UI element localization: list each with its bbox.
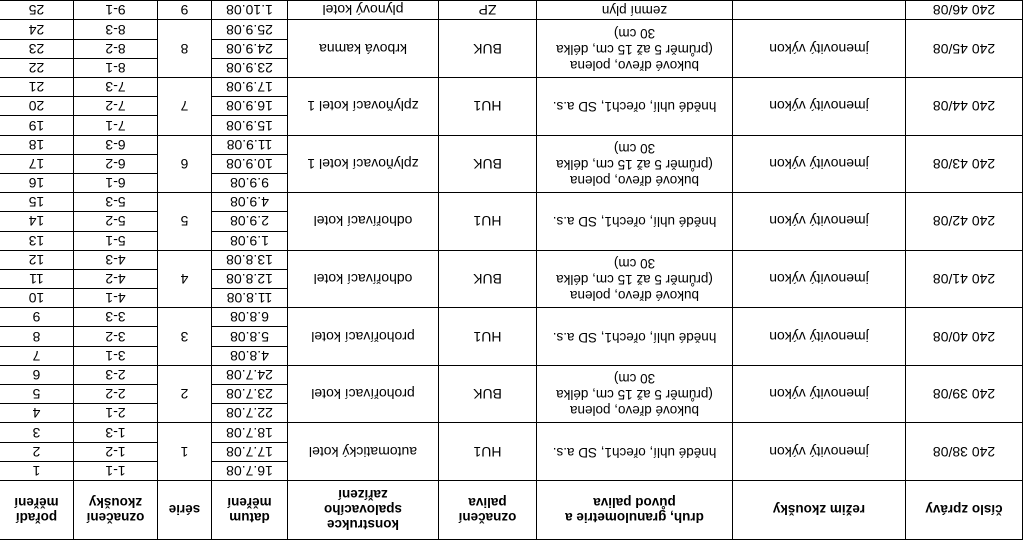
header-date: [212, 481, 288, 540]
header-order: [0, 481, 74, 540]
date-cell: 1.9.08: [212, 231, 288, 250]
date-cell: 10.9.08: [212, 154, 288, 173]
header-construction: [288, 481, 439, 540]
table-row: [0, 346, 1023, 365]
fuel-code-cell: HU1: [439, 193, 537, 251]
test-mode-cell: jmenovitý výkon: [733, 423, 906, 481]
fuel-description-line: (průměr 5 až 15 cm, délka: [556, 387, 713, 403]
date-cell: 13.8.08: [212, 250, 288, 269]
test-code-cell: 2-1: [74, 404, 158, 423]
date-cell: 24.7.08: [212, 365, 288, 384]
fuel-code-cell: HU1: [439, 308, 537, 366]
date-cell: 17.9.08: [212, 78, 288, 97]
fuel-description-line: bukové dřevo, polena: [569, 57, 700, 73]
order-cell: 17: [0, 154, 74, 173]
test-code-cell: 7-2: [74, 97, 158, 116]
test-mode-cell: jmenovitý výkon: [733, 20, 906, 78]
report-number-cell: 240 44/08: [906, 78, 1023, 136]
header-fuel-code: [439, 481, 537, 540]
header-order-line: pořadí: [15, 510, 58, 525]
order-cell: 14: [0, 212, 74, 231]
date-cell: 15.9.08: [212, 116, 288, 135]
fuel-description-cell: [537, 365, 733, 423]
fuel-description-line: 30 cm): [613, 256, 656, 272]
order-cell: 21: [0, 78, 74, 97]
header-test-code-line: zkoušky: [88, 495, 143, 510]
header-test-code-line: označení: [86, 510, 145, 525]
report-number-cell: 240 43/08: [906, 135, 1023, 193]
report-number-cell: 240 41/08: [906, 250, 1023, 308]
header-row: [0, 481, 1023, 540]
fuel-code-cell: HU1: [439, 78, 537, 136]
header-fuel: [537, 481, 733, 540]
construction-cell: odhořívací kotel: [288, 193, 439, 251]
series-cell: 2: [158, 365, 212, 423]
order-cell: 22: [0, 58, 74, 77]
header-construction-line: spalovacího: [323, 502, 403, 518]
date-cell: 6.8.08: [212, 308, 288, 327]
test-code-cell: 9-1: [74, 1, 158, 21]
test-code-cell: 1-3: [74, 423, 158, 442]
date-cell: 4.9.08: [212, 193, 288, 212]
header-date-line: měření: [227, 495, 272, 510]
fuel-description-line: hnědé uhlí, ořech1, SD a.s.: [552, 99, 717, 115]
order-cell: 5: [0, 385, 74, 404]
date-cell: 16.9.08: [212, 97, 288, 116]
date-cell: 25.9.08: [212, 20, 288, 39]
header-test-code: [74, 481, 158, 540]
series-cell: 9: [158, 1, 212, 21]
table-row: [0, 461, 1023, 480]
table-row: [0, 231, 1023, 250]
fuel-code-cell: BUK: [439, 20, 537, 78]
header-construction-line: konstrukce: [326, 517, 400, 533]
test-code-cell: 7-3: [74, 78, 158, 97]
table-row: [0, 58, 1023, 77]
order-cell: 2: [0, 442, 74, 461]
date-cell: 11.9.08: [212, 135, 288, 154]
test-code-cell: 8-1: [74, 58, 158, 77]
series-cell: 5: [158, 193, 212, 251]
fuel-code-cell: BUK: [439, 135, 537, 193]
date-cell: 4.8.08: [212, 346, 288, 365]
order-cell: 12: [0, 250, 74, 269]
header-fuel-code-line: označení: [458, 510, 517, 525]
construction-cell: prohořívací kotel: [288, 308, 439, 366]
fuel-description-cell: [537, 1, 733, 21]
fuel-description-line: hnědé uhlí, ořech1, SD a.s.: [552, 329, 717, 345]
construction-cell: zplyňovací kotel 1: [288, 78, 439, 136]
test-code-cell: 2-2: [74, 385, 158, 404]
order-cell: 13: [0, 231, 74, 250]
test-code-cell: 3-1: [74, 346, 158, 365]
fuel-description-cell: [537, 20, 733, 78]
fuel-description-line: 30 cm): [613, 371, 656, 387]
test-mode-cell: jmenovitý výkon: [733, 308, 906, 366]
test-code-cell: 8-2: [74, 39, 158, 58]
order-cell: 7: [0, 346, 74, 365]
fuel-code-cell: ZP: [439, 1, 537, 21]
report-number-cell: 240 42/08: [906, 193, 1023, 251]
header-report-no: číslo zprávy: [906, 481, 1023, 540]
construction-cell: automatický kotel: [288, 423, 439, 481]
test-mode-cell: jmenovitý výkon: [733, 135, 906, 193]
series-cell: 3: [158, 308, 212, 366]
table-row: [0, 174, 1023, 193]
fuel-code-cell: BUK: [439, 250, 537, 308]
test-mode-cell: jmenovitý výkon: [733, 193, 906, 251]
table-row: [0, 1, 1023, 21]
table-body: [0, 1, 1023, 481]
order-cell: 18: [0, 135, 74, 154]
order-cell: 24: [0, 20, 74, 39]
series-cell: 1: [158, 423, 212, 481]
test-mode-cell: jmenovitý výkon: [733, 78, 906, 136]
fuel-code-cell: BUK: [439, 365, 537, 423]
report-number-cell: 240 46/08: [906, 1, 1023, 21]
test-code-cell: 5-2: [74, 212, 158, 231]
order-cell: 19: [0, 116, 74, 135]
date-cell: 1.10.08: [212, 1, 288, 21]
construction-cell: prohořívací kotel: [288, 365, 439, 423]
fuel-description-line: (průměr 5 až 15 cm, délka: [556, 41, 713, 57]
header-fuel-line: původ paliva: [593, 495, 676, 510]
test-code-cell: 5-3: [74, 193, 158, 212]
order-cell: 16: [0, 174, 74, 193]
fuel-code-cell: HU1: [439, 423, 537, 481]
date-cell: 5.8.08: [212, 327, 288, 346]
fuel-description-cell: [537, 250, 733, 308]
order-cell: 8: [0, 327, 74, 346]
date-cell: 23.9.08: [212, 58, 288, 77]
test-code-cell: 6-2: [74, 154, 158, 173]
header-fuel-code-line: paliva: [468, 495, 507, 510]
fuel-description-line: 30 cm): [613, 140, 656, 156]
fuel-description-cell: [537, 135, 733, 193]
series-cell: 4: [158, 250, 212, 308]
test-mode-cell: [733, 1, 906, 21]
date-cell: 17.7.08: [212, 442, 288, 461]
order-cell: 4: [0, 404, 74, 423]
header-order-line: měření: [14, 495, 59, 510]
date-cell: 9.9.08: [212, 174, 288, 193]
header-test-mode: režim zkoušky: [733, 481, 906, 540]
order-cell: 11: [0, 269, 74, 288]
test-code-cell: 5-1: [74, 231, 158, 250]
test-code-cell: 1-2: [74, 442, 158, 461]
date-cell: 16.7.08: [212, 461, 288, 480]
date-cell: 22.7.08: [212, 404, 288, 423]
order-cell: 6: [0, 365, 74, 384]
date-cell: 12.8.08: [212, 269, 288, 288]
test-code-cell: 3-3: [74, 308, 158, 327]
test-code-cell: 2-3: [74, 365, 158, 384]
order-cell: 10: [0, 289, 74, 308]
test-code-cell: 6-1: [74, 174, 158, 193]
order-cell: 15: [0, 193, 74, 212]
test-code-cell: 4-3: [74, 250, 158, 269]
date-cell: 18.7.08: [212, 423, 288, 442]
test-code-cell: 1-1: [74, 461, 158, 480]
fuel-description-cell: [537, 78, 733, 136]
fuel-description-line: bukové dřevo, polena: [569, 288, 700, 304]
test-code-cell: 6-3: [74, 135, 158, 154]
test-code-cell: 7-1: [74, 116, 158, 135]
report-number-cell: 240 38/08: [906, 423, 1023, 481]
test-mode-cell: jmenovitý výkon: [733, 365, 906, 423]
construction-cell: plynový kotel: [288, 1, 439, 21]
fuel-description-cell: [537, 423, 733, 481]
fuel-description-line: bukové dřevo, polena: [569, 172, 700, 188]
fuel-description-line: (průměr 5 až 15 cm, délka: [556, 156, 713, 172]
series-cell: 7: [158, 78, 212, 136]
fuel-description-line: (průměr 5 až 15 cm, délka: [556, 272, 713, 288]
series-cell: 8: [158, 20, 212, 78]
header-construction-line: zařízení: [338, 487, 388, 503]
fuel-description-line: bukové dřevo, polena: [569, 403, 700, 419]
order-cell: 1: [0, 461, 74, 480]
test-code-cell: 3-2: [74, 327, 158, 346]
table-row: [0, 116, 1023, 135]
header-series: série: [158, 481, 212, 540]
report-number-cell: 240 45/08: [906, 20, 1023, 78]
test-code-cell: 4-2: [74, 269, 158, 288]
report-number-cell: 240 39/08: [906, 365, 1023, 423]
fuel-description-cell: [537, 308, 733, 366]
construction-cell: zplyňovací kotel 1: [288, 135, 439, 193]
test-code-cell: 8-3: [74, 20, 158, 39]
fuel-description-line: 30 cm): [613, 25, 656, 41]
fuel-description-cell: [537, 193, 733, 251]
header-fuel-line: druh, granulometrie a: [565, 510, 704, 525]
series-cell: 6: [158, 135, 212, 193]
construction-cell: odhořívací kotel: [288, 250, 439, 308]
order-cell: 9: [0, 308, 74, 327]
order-cell: 25: [0, 1, 74, 21]
order-cell: 20: [0, 97, 74, 116]
fuel-description-line: hnědé uhlí, ořech1, SD a.s.: [552, 444, 717, 460]
date-cell: 24.9.08: [212, 39, 288, 58]
fuel-description-line: zemní plyn: [601, 3, 668, 19]
construction-cell: krbová kamna: [288, 20, 439, 78]
report-number-cell: 240 40/08: [906, 308, 1023, 366]
order-cell: 3: [0, 423, 74, 442]
date-cell: 11.8.08: [212, 289, 288, 308]
fuel-description-line: hnědé uhlí, ořech1, SD a.s.: [552, 214, 717, 230]
order-cell: 23: [0, 39, 74, 58]
date-cell: 23.7.08: [212, 385, 288, 404]
table-row: [0, 404, 1023, 423]
date-cell: 2.9.08: [212, 212, 288, 231]
test-code-cell: 4-1: [74, 289, 158, 308]
header-date-line: datum: [229, 510, 270, 525]
table-row: [0, 289, 1023, 308]
test-mode-cell: jmenovitý výkon: [733, 250, 906, 308]
